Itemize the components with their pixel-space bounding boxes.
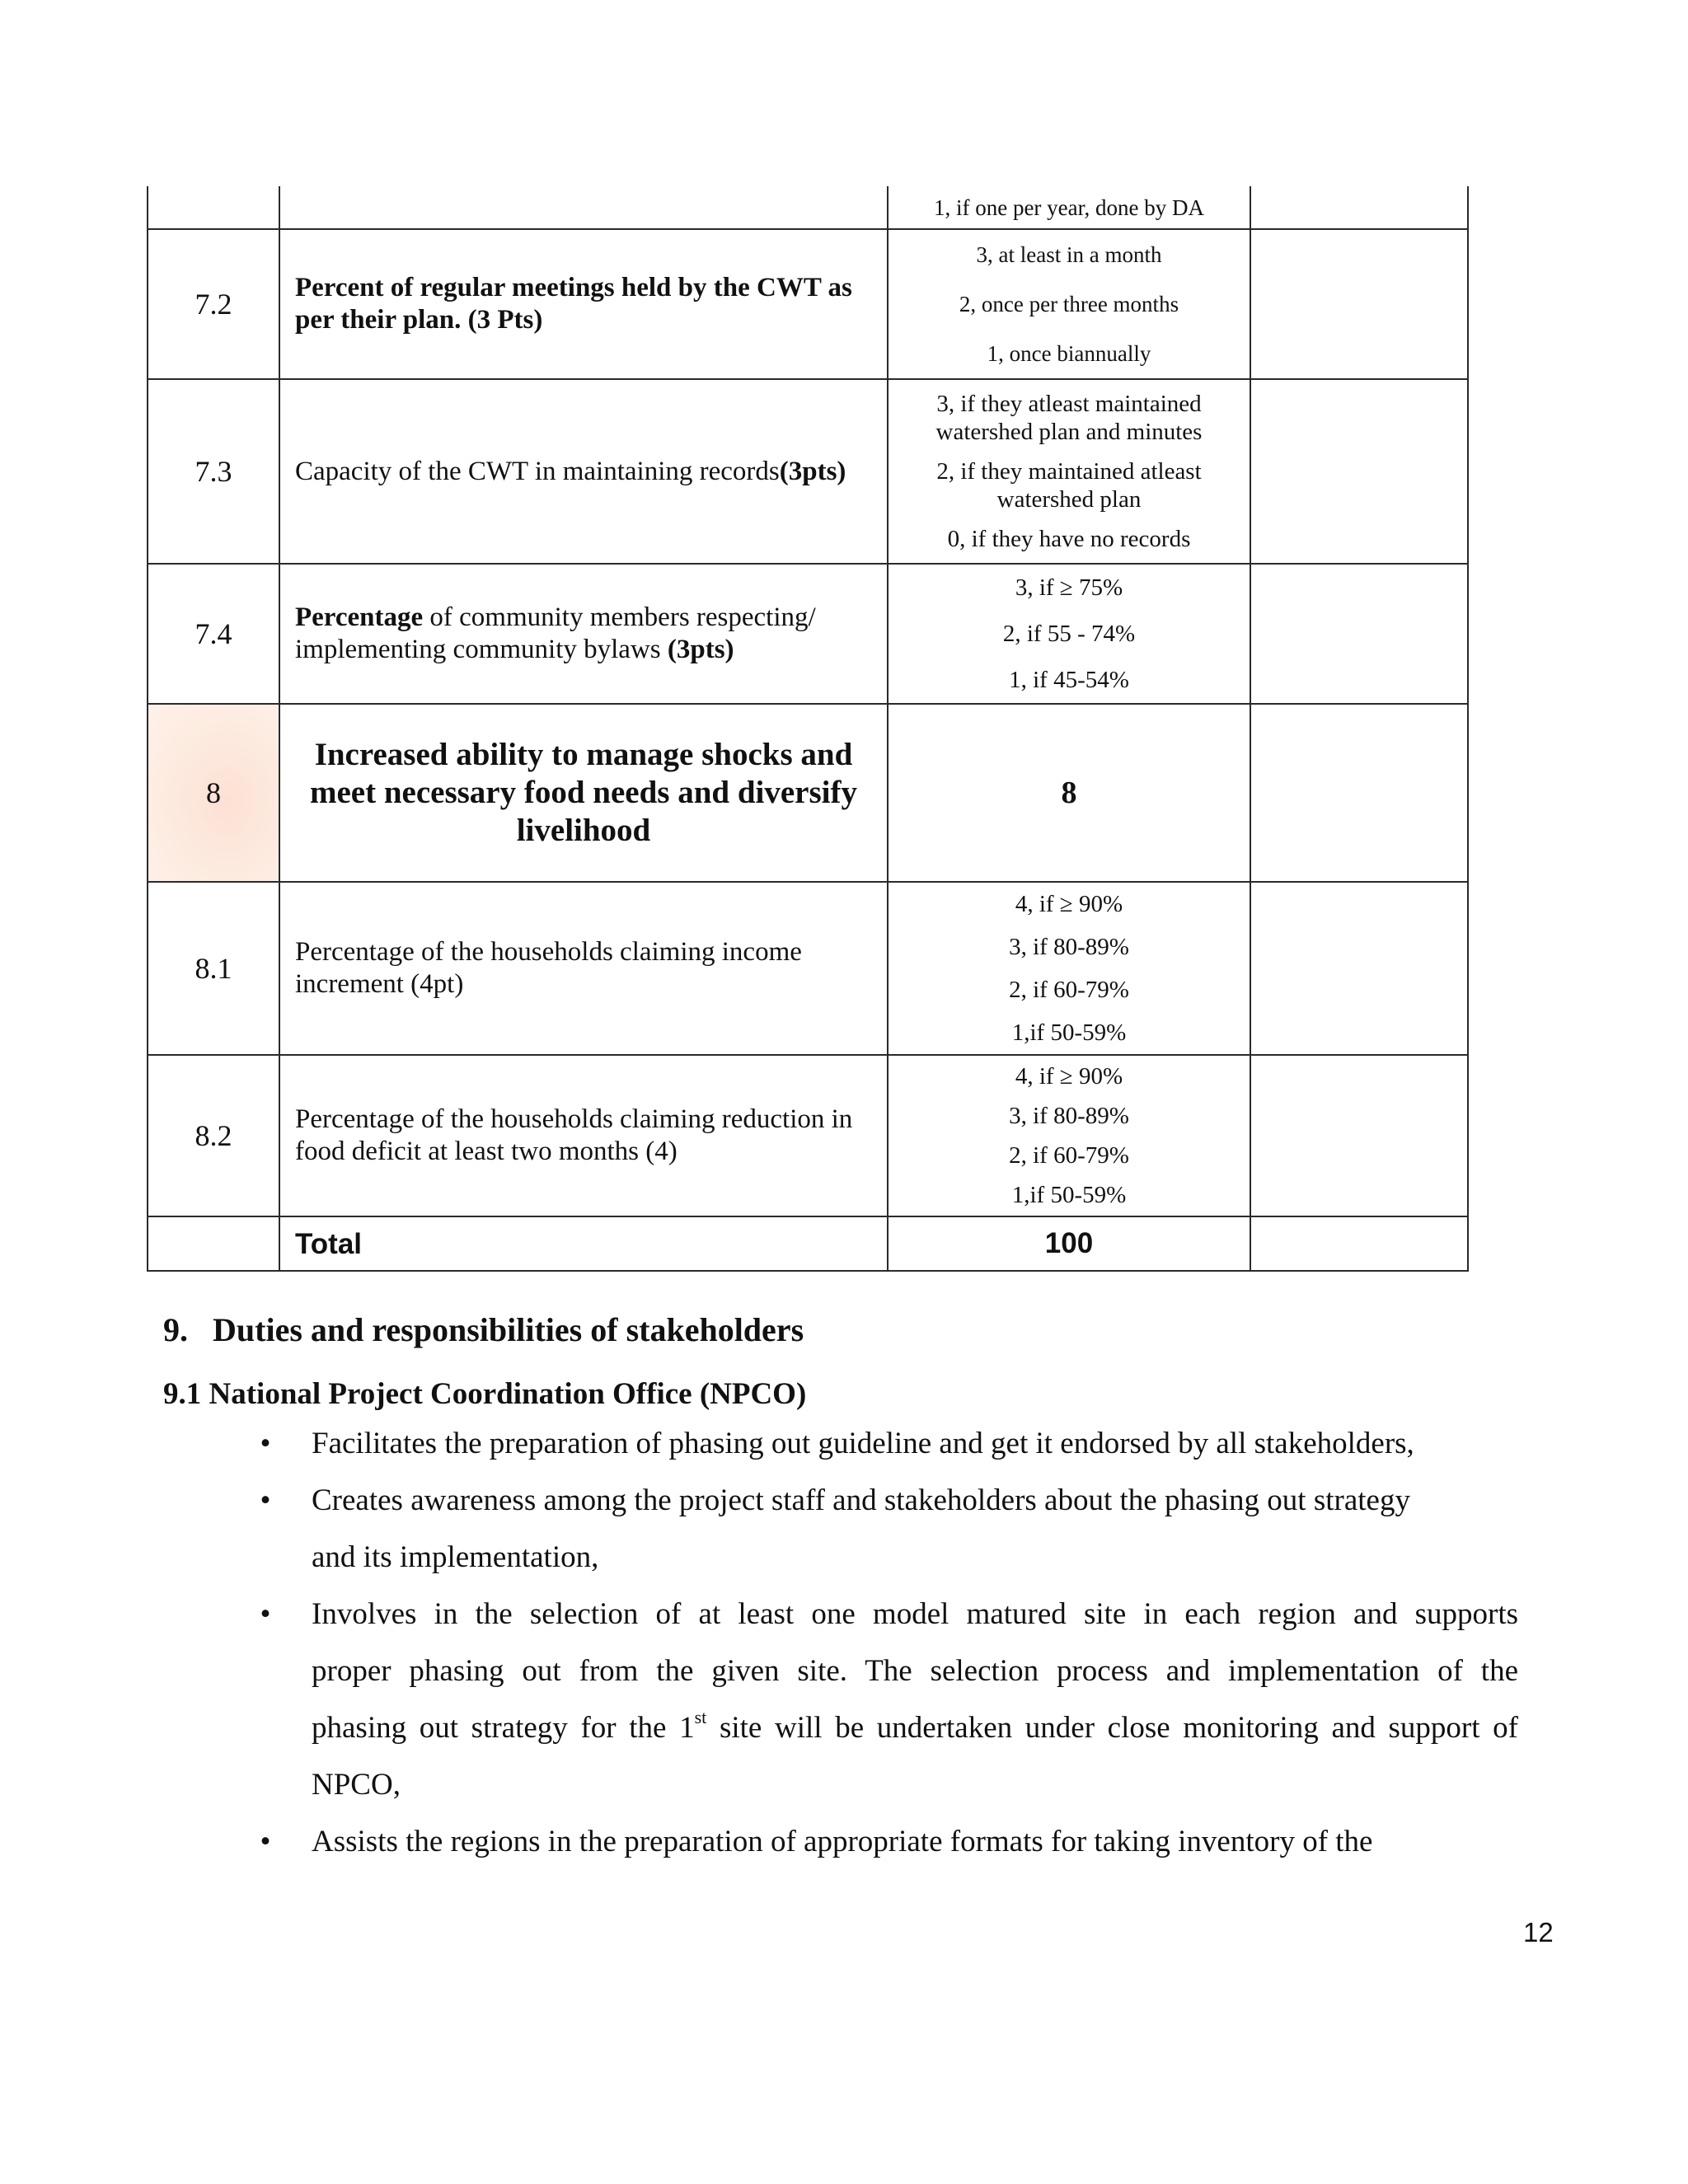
- score-line: 1, if one per year, done by DA: [933, 194, 1205, 220]
- table-row: [148, 564, 1468, 704]
- list-item: [257, 1472, 1457, 1586]
- indicator-text: Percentage of the households claiming reduction in food deficit at least two months (4): [279, 1055, 888, 1216]
- total-value: 100: [888, 1216, 1250, 1271]
- score-line: 3, if 80-89%: [1009, 1103, 1129, 1129]
- indicator-lead: Percentage: [295, 602, 424, 632]
- scoring-table: [147, 186, 1469, 1272]
- table-row: [148, 1055, 1468, 1216]
- score-line: 2, if 60-79%: [1009, 1142, 1129, 1169]
- score-line: 4, if ≥ 90%: [1015, 1063, 1123, 1090]
- score-cell: [888, 186, 1250, 229]
- list-item-text-part: Involves in the selection of at least one model matured site in each region and supports proper phasing out from the given site. The selection process and implementation of the phasing out strategy for the 1: [312, 1597, 1518, 1745]
- indicator-points: (3pts): [667, 635, 734, 664]
- score-cell: [888, 564, 1250, 704]
- indicator-cell: [279, 379, 888, 564]
- row-number: 8: [148, 704, 279, 882]
- superscript: st: [694, 1706, 707, 1727]
- score-line: 3, if ≥ 75%: [1015, 574, 1123, 601]
- score-line: 3, if 80-89%: [1009, 934, 1129, 960]
- score-cell: [888, 379, 1250, 564]
- list-item: [257, 1415, 1457, 1472]
- section-title-text: Duties and responsibilities of stakeholders: [213, 1311, 804, 1348]
- indicator-text: Percentage of the households claiming income increment (4pt): [279, 882, 888, 1055]
- row-number-cell: [148, 1216, 279, 1271]
- score-line: 4, if ≥ 90%: [1015, 891, 1123, 917]
- list-item: [257, 1813, 1518, 1870]
- table-row: [148, 229, 1468, 379]
- total-label: Total: [279, 1216, 888, 1271]
- page-number: 12: [1523, 1917, 1554, 1947]
- result-cell: [1250, 704, 1468, 882]
- list-item: [257, 1586, 1518, 1813]
- indicator-points: (3pts): [779, 456, 846, 486]
- score-cell: [888, 229, 1250, 379]
- score-cell: [888, 1055, 1250, 1216]
- result-cell: [1250, 882, 1468, 1055]
- section-number: 9.: [163, 1311, 188, 1348]
- score-line: 0, if they have no records: [947, 526, 1191, 552]
- table-row: [148, 882, 1468, 1055]
- indicator-text: Percent of regular meetings held by the CWT as per their plan. (3 Pts): [279, 229, 888, 379]
- table-row: [148, 379, 1468, 564]
- bullet-icon: •: [260, 1483, 271, 1517]
- row-number: 7.2: [148, 229, 279, 379]
- result-cell: [1250, 1216, 1468, 1271]
- score-cell: [888, 882, 1250, 1055]
- bullet-icon: •: [260, 1427, 271, 1460]
- row-number: 7.3: [148, 379, 279, 564]
- result-cell: [1250, 229, 1468, 379]
- indicator-text: Capacity of the CWT in maintaining records: [295, 456, 780, 486]
- list-item-text: Creates awareness among the project staff and stakeholders about the phasing out strategy and its implementation,: [312, 1483, 1410, 1574]
- total-row: [148, 1216, 1468, 1271]
- list-item-text: Assists the regions in the preparation of appropriate formats for taking inventory of the: [312, 1825, 1373, 1858]
- score-line: 1, once biannually: [987, 341, 1151, 366]
- bullet-icon: •: [260, 1825, 271, 1858]
- subsection-title: 9.1 National Project Coordination Office (NPCO): [163, 1377, 807, 1411]
- row-number: 8.2: [148, 1055, 279, 1216]
- score-line: 1, if 45-54%: [1009, 667, 1129, 693]
- row-number: 7.4: [148, 564, 279, 704]
- list-item-text-part: site will be undertaken under close monitoring and support of NPCO,: [312, 1711, 1518, 1802]
- score-line: 1,if 50-59%: [1011, 1019, 1127, 1046]
- score-line: 3, if they atleast maintained watershed plan and minutes: [935, 391, 1203, 445]
- score-line: 2, if they maintained atleast watershed plan: [936, 458, 1202, 513]
- row-number: 8.1: [148, 882, 279, 1055]
- result-cell: [1250, 1055, 1468, 1216]
- score-line: 2, once per three months: [959, 292, 1179, 316]
- section-heading: Increased ability to manage shocks and meet necessary food needs and diversify livelihood: [279, 704, 888, 882]
- row-number-cell: [148, 186, 279, 229]
- section-title: [163, 1310, 804, 1349]
- indicator-cell: [279, 564, 888, 704]
- indicator-text: of community members respecting/ implementing community bylaws: [295, 602, 816, 664]
- score-line: 1,if 50-59%: [1011, 1182, 1127, 1208]
- result-cell: [1250, 564, 1468, 704]
- result-cell: [1250, 379, 1468, 564]
- section-points: 8: [888, 704, 1250, 882]
- result-cell: [1250, 186, 1468, 229]
- duties-list: [257, 1415, 1518, 1870]
- list-item-text: Facilitates the preparation of phasing out guideline and get it endorsed by all stakeholders,: [312, 1427, 1414, 1460]
- score-line: 2, if 60-79%: [1009, 977, 1129, 1003]
- table-row: [148, 186, 1468, 229]
- score-line: 3, at least in a month: [976, 242, 1162, 267]
- bullet-icon: •: [260, 1597, 271, 1631]
- list-item-text: [312, 1586, 1518, 1813]
- indicator-cell: [279, 186, 888, 229]
- score-line: 2, if 55 - 74%: [1002, 621, 1136, 647]
- table-row: [148, 704, 1468, 882]
